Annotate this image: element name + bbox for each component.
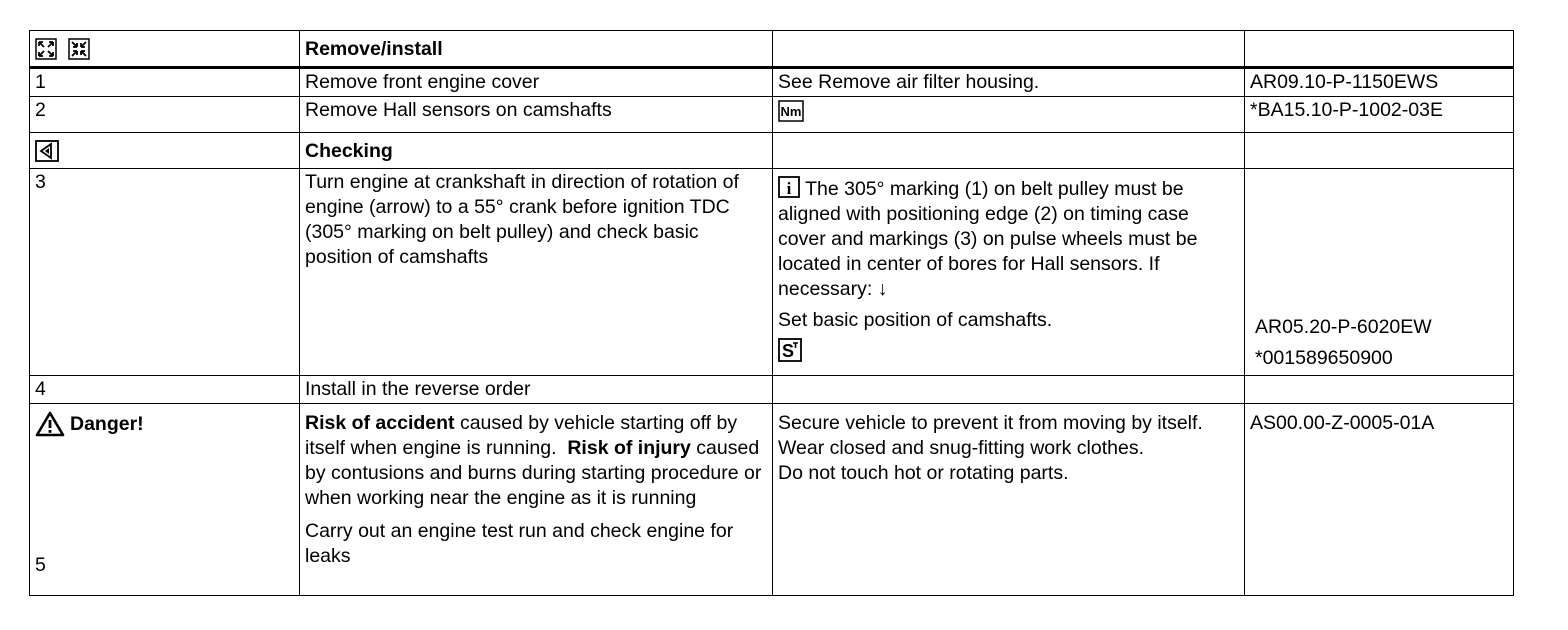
checking-empty-cell	[1245, 133, 1514, 169]
risk-description	[305, 405, 768, 511]
info-note	[778, 170, 1240, 302]
checking-empty-cell	[773, 133, 1245, 169]
step-reference	[1245, 376, 1514, 404]
step-number: 3	[30, 169, 300, 376]
danger-reference[interactable]: AS00.00-Z-0005-01A	[1250, 412, 1435, 434]
danger-cell	[30, 404, 300, 596]
danger-label	[35, 405, 295, 437]
header-title: Remove/install	[300, 31, 773, 68]
step-note: See Remove air filter housing.	[773, 68, 1245, 97]
tool-reference[interactable]: *001589650900	[1255, 347, 1393, 369]
step-action: Remove Hall sensors on camshafts	[300, 97, 773, 133]
checking-icon-cell	[30, 133, 300, 169]
danger-row	[30, 404, 1514, 596]
step-row-1	[30, 68, 1514, 97]
danger-notes: Secure vehicle to prevent it from moving by itself. Wear closed and snug-fitting work clothes. Do not touch hot or rotating parts.	[778, 412, 1203, 484]
step-reference[interactable]: AR09.10-P-1150EWS	[1245, 68, 1514, 97]
svg-text:Nm: Nm	[780, 103, 802, 119]
step-action: Install in the reverse order	[300, 376, 773, 404]
header-icons-cell	[30, 31, 300, 68]
procedure-table	[29, 30, 1514, 596]
risk-accident-label: Risk of accident	[305, 412, 455, 434]
checking-row	[30, 133, 1514, 169]
remove-icon	[35, 38, 57, 60]
risk-injury-text: caused by contusions and burns during starting procedure or when working near the engine as it is running	[305, 437, 762, 509]
step-action: Carry out an engine test run and check engine for leaks	[305, 520, 734, 567]
svg-text:S: S	[781, 340, 795, 361]
step-note	[773, 97, 1245, 133]
step-number: 2	[30, 97, 300, 133]
set-basic-position-note: Set basic position of camshafts.	[778, 309, 1053, 331]
step-note	[773, 376, 1245, 404]
step-action: Turn engine at crankshaft in direction of rotation of engine (arrow) to a 55° crank before ignition TDC (305° marking on belt pulley) and check basic position of camshafts	[300, 169, 773, 376]
header-row	[30, 31, 1514, 68]
danger-reference-cell	[1245, 404, 1514, 596]
install-icon	[68, 38, 90, 60]
step-number: 1	[30, 68, 300, 97]
danger-description-cell	[300, 404, 773, 596]
header-empty-cell	[1245, 31, 1514, 68]
risk-injury-label: Risk of injury	[567, 437, 691, 459]
step-row-4	[30, 376, 1514, 404]
step-row-2	[30, 97, 1514, 133]
risk-accident-text: caused by vehicle starting off by itself when engine is running.	[305, 412, 738, 459]
step-reference-cell	[1245, 169, 1514, 376]
step-number: 4	[30, 376, 300, 404]
warning-triangle-icon	[35, 411, 65, 437]
checking-title: Checking	[300, 133, 773, 169]
step-action: Remove front engine cover	[300, 68, 773, 97]
info-icon	[778, 176, 800, 198]
step-number: 5	[35, 554, 46, 576]
step-reference[interactable]: *BA15.10-P-1002-03E	[1245, 97, 1514, 133]
step-row-3	[30, 169, 1514, 376]
arrow-down-icon: ↓	[877, 278, 888, 300]
special-tool-icon[interactable]	[778, 338, 802, 362]
svg-text:i: i	[786, 179, 792, 198]
checking-icon	[35, 140, 59, 162]
step-note-cell	[773, 169, 1245, 376]
torque-nm-icon[interactable]	[778, 100, 804, 122]
info-text: The 305° marking (1) on belt pulley must be aligned with positioning edge (2) on timing case cover and markings (3) on pulse wheels must be located in center of bores for Hall sensors. If necessary:	[778, 178, 1198, 300]
danger-notes-cell	[773, 404, 1245, 596]
step-reference[interactable]: AR05.20-P-6020EW	[1255, 316, 1432, 338]
header-empty-cell	[773, 31, 1245, 68]
danger-text: Danger!	[70, 412, 144, 435]
